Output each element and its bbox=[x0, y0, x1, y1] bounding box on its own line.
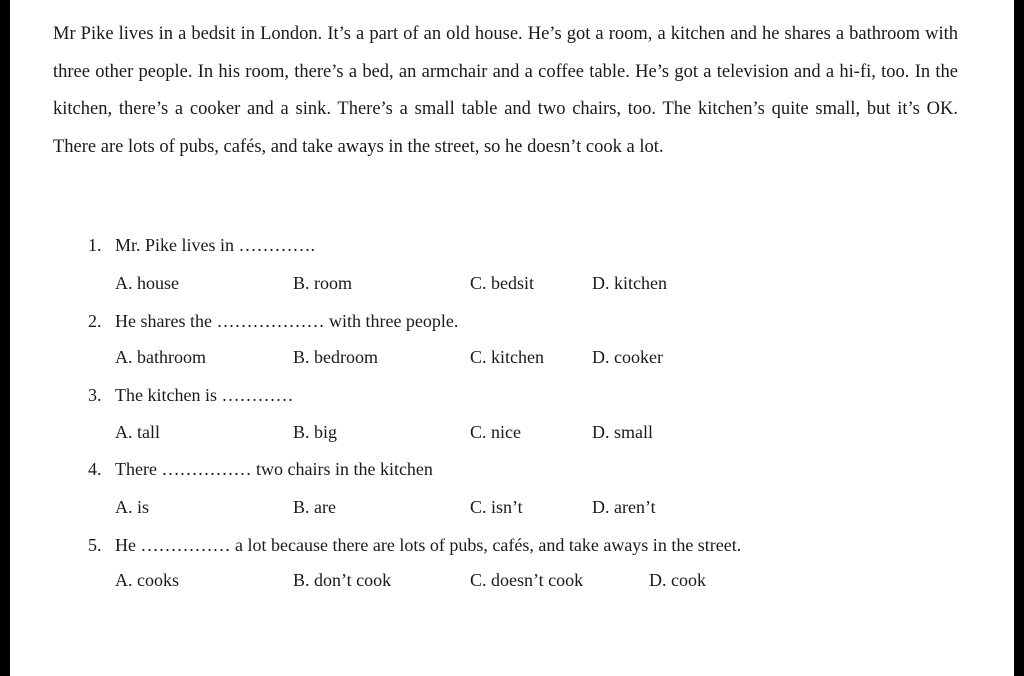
option-a: A. house bbox=[115, 273, 179, 293]
question-text: Mr. Pike lives in …………. bbox=[115, 235, 316, 255]
option-c: C. nice bbox=[470, 422, 521, 442]
option-d: D. small bbox=[592, 422, 653, 442]
option-c: C. doesn’t cook bbox=[470, 570, 584, 590]
option-a: A. tall bbox=[115, 422, 160, 442]
option-a: A. cooks bbox=[115, 570, 179, 590]
question-number: 4. bbox=[88, 459, 102, 479]
question-number: 3. bbox=[88, 385, 102, 405]
question-number: 5. bbox=[88, 535, 102, 555]
option-a: A. bathroom bbox=[115, 347, 206, 367]
question-number: 1. bbox=[88, 235, 102, 255]
option-c: C. isn’t bbox=[470, 497, 523, 517]
question-text: He shares the ……………… with three people. bbox=[115, 311, 459, 331]
option-d: D. cooker bbox=[592, 347, 663, 367]
option-c: C. kitchen bbox=[470, 347, 544, 367]
question-text: He …………… a lot because there are lots of pubs, cafés, and take aways in the street. bbox=[115, 535, 742, 555]
option-d: D. cook bbox=[649, 570, 706, 590]
reading-passage: Mr Pike lives in a bedsit in London. It’s a part of an old house. He’s got a room, a kitchen and he shares a bathroom with three other people. In his room, there’s a bed, an armchair and a coffee table. He’s got a television and a hi-fi, too. In the kitchen, there’s a cooker and a sink. There’s a small table and two chairs, too. The kitchen’s quite small, but it’s OK. There are lots of pubs, cafés, and take aways in the street, so he doesn’t cook a lot. bbox=[53, 24, 958, 157]
worksheet-page bbox=[10, 0, 1014, 676]
option-b: B. big bbox=[293, 422, 338, 442]
question-number: 2. bbox=[88, 311, 102, 331]
option-b: B. bedroom bbox=[293, 347, 378, 367]
option-d: D. aren’t bbox=[592, 497, 656, 517]
option-b: B. don’t cook bbox=[293, 570, 392, 590]
option-b: B. room bbox=[293, 273, 353, 293]
question-text: The kitchen is ………… bbox=[115, 385, 294, 405]
option-c: C. bedsit bbox=[470, 273, 535, 293]
question-text: There …………… two chairs in the kitchen bbox=[115, 459, 433, 479]
option-a: A. is bbox=[115, 497, 150, 517]
option-b: B. are bbox=[293, 497, 336, 517]
option-d: D. kitchen bbox=[592, 273, 667, 293]
